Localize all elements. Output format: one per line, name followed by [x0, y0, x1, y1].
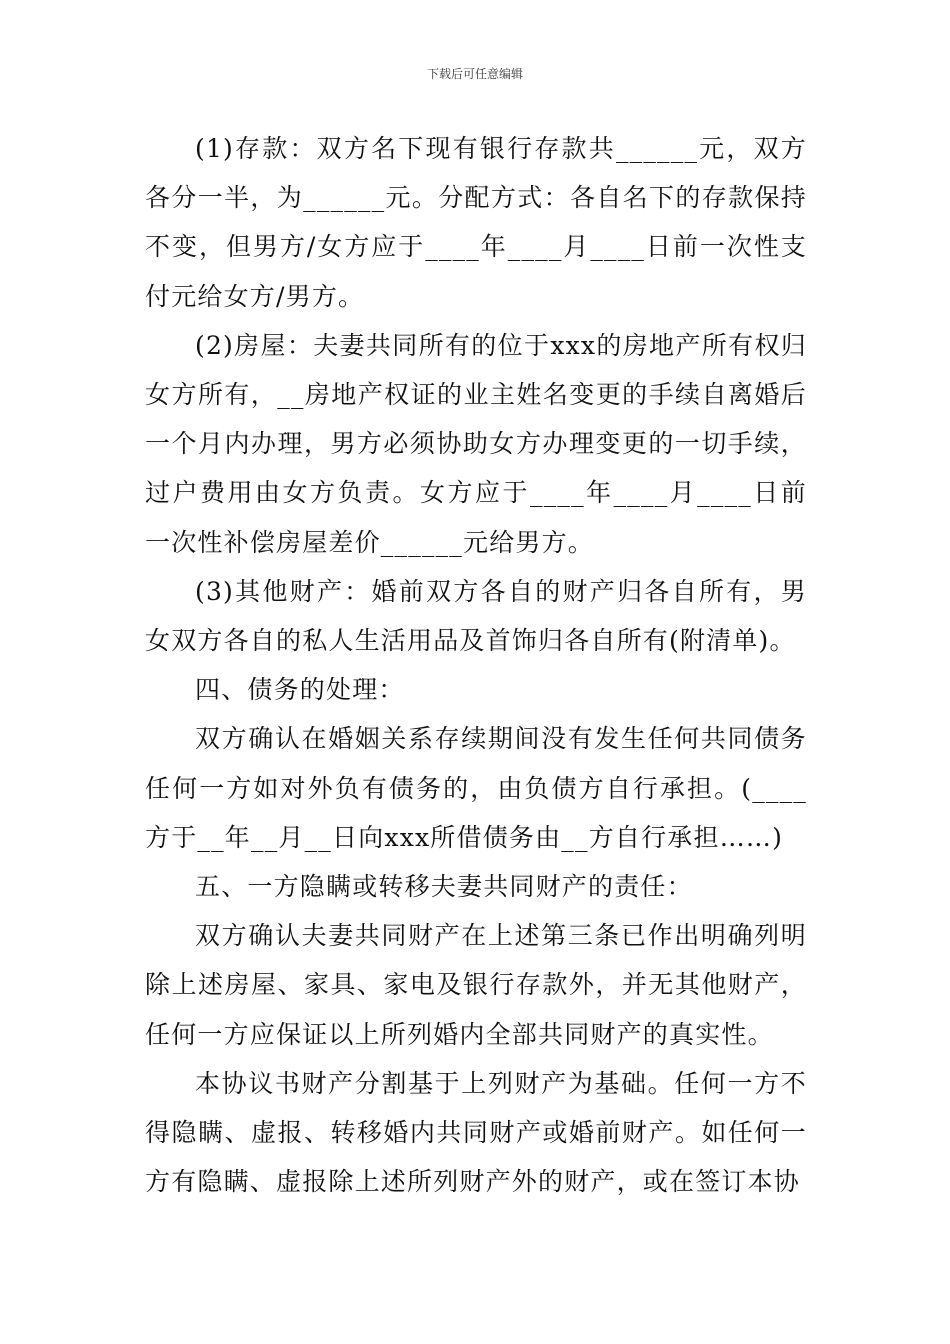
page-header: 下载后可任意编辑 — [426, 67, 523, 81]
paragraph-debts: 双方确认在婚姻关系存续期间没有发生任何共同债务任何一方如对外负有债务的，由负债方自行承担。(____方于__年__月__日向xxx所借债务由__方自行承担……) — [145, 724, 807, 852]
section-heading-concealment: 五、一方隐瞒或转移夫妻共同财产的责任： — [195, 872, 693, 902]
paragraph-joint-property-confirmation: 双方确认夫妻共同财产在上述第三条已作出明确列明除上述房屋、家具、家电及银行存款外，并无其他财产，任何一方应保证以上所列婚内全部共同财产的真实性。 — [145, 921, 807, 1049]
paragraph-other-property: (3)其他财产：婚前双方各自的财产归各自所有，男女双方各自的私人生活用品及首饰归各自所有(附清单)。 — [145, 576, 807, 656]
paragraph-property-division-basis: 本协议书财产分割基于上列财产为基础。任何一方不得隐瞒、虚报、转移婚内共同财产或婚前财产。如任何一方有隐瞒、虚报除上述所列财产外的财产，或在签订本协 — [145, 1068, 807, 1197]
paragraph-savings: (1)存款：双方名下现有银行存款共______元，双方各分一半，为______元。分配方式：各自名下的存款保持不变，但男方/女方应于____年____月____日前一次性支付元给女方/男方。 — [145, 134, 807, 311]
section-heading-debts: 四、债务的处理： — [195, 675, 405, 705]
document-body — [145, 124, 807, 1206]
paragraph-house: (2)房屋：夫妻共同所有的位于xxx的房地产所有权归女方所有，__房地产权证的业主姓名变更的手续自离婚后一个月内办理，男方必须协助女方办理变更的一切手续，过户费用由女方负责。女方应于____年____月____日前一次性补偿房屋差价______元给男方。 — [145, 330, 807, 557]
